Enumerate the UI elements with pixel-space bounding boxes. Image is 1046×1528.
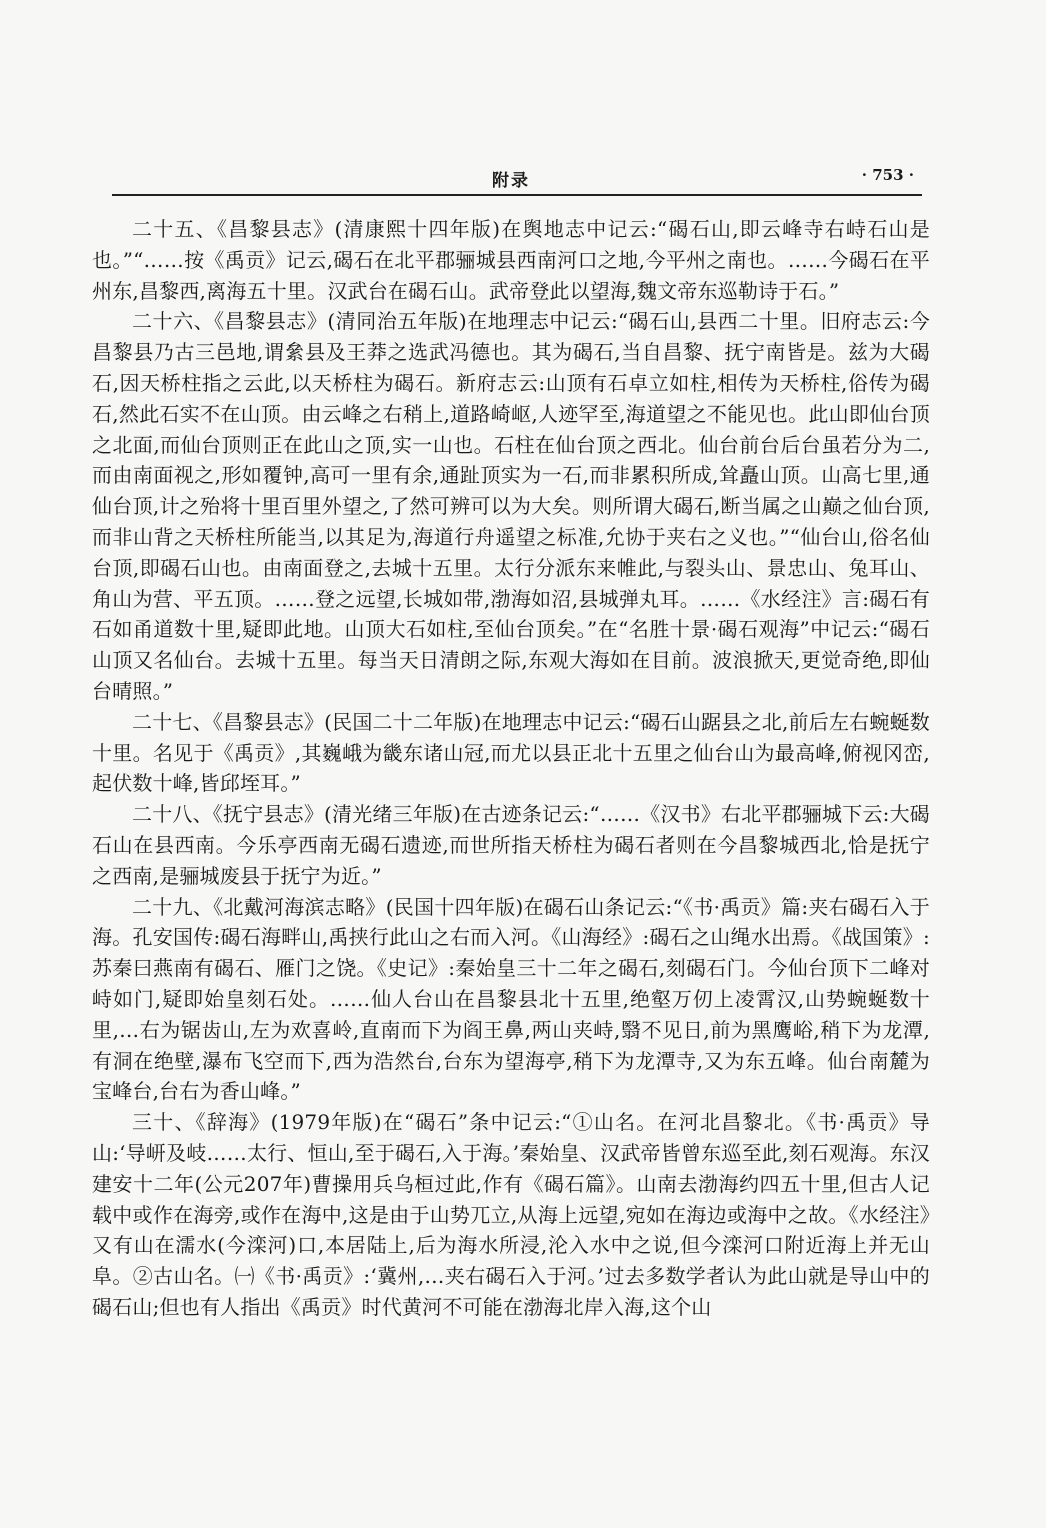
paragraph-27: 二十七、《昌黎县志》(民国二十二年版)在地理志中记云:“碣石山踞县之北,前后左右蜿蜒数十里。名见于《禹贡》,其巍峨为畿东诸山冠,而尤以县正北十五里之仙台山为最高峰,俯视冈峦,起伏数十峰,皆邱垤耳。” bbox=[92, 709, 930, 796]
page-number: · 753 · bbox=[861, 166, 914, 184]
paragraph-29: 二十九、《北戴河海滨志略》(民国十四年版)在碣石山条记云:“《书·禹贡》篇:夹右碣石入于海。孔安国传:碣石海畔山,禹挟行此山之右而入河。《山海经》:碣石之山绳水出焉。《战国策》:苏秦曰燕南有碣石、雁门之饶。《史记》:秦始皇三十二年之碣石,刻碣石门。今仙台顶下二峰对峙如门,疑即始皇刻石处。……仙人台山在昌黎县北十五里,绝壑万仞上凌霄汉,山势蜿蜒数十里,…右为锯齿山,左为欢喜岭,直南而下为阎王鼻,两山夹峙,翳不见日,前为黑鹰峪,稍下为龙潭,有洞在绝壁,瀑布飞空而下,西为浩然台,台东为望海亭,稍下为龙潭寺,又为东五峰。仙台南麓为宝峰台,台右为香山峰。” bbox=[92, 894, 930, 1104]
header-title: 附录 bbox=[492, 171, 530, 191]
paragraph-28: 二十八、《抚宁县志》(清光绪三年版)在古迹条记云:“……《汉书》右北平郡骊城下云:大碣石山在县西南。今乐亭西南无碣石遗迹,而世所指天桥柱为碣石者则在今昌黎城西北,恰是抚宁之西南,是骊城废县于抚宁为近。” bbox=[92, 802, 930, 888]
running-header bbox=[112, 160, 922, 196]
page-body bbox=[92, 214, 930, 1323]
paragraph-25: 二十五、《昌黎县志》(清康熙十四年版)在舆地志中记云:“碣石山,即云峰寺右峙石山是也。”“……按《禹贡》记云,碣石在北平郡骊城县西南河口之地,今平州之南也。……今碣石在平州东,昌黎西,离海五十里。汉武台在碣石山。武帝登此以望海,魏文帝东巡勒诗于石。” bbox=[92, 217, 930, 303]
paragraph-30: 三十、《辞海》(1979年版)在“碣石”条中记云:“①山名。在河北昌黎北。《书·禹贡》导山:‘导岍及岐……太行、恒山,至于碣石,入于海。’秦始皇、汉武帝皆曾东巡至此,刻石观海。东汉建安十二年(公元207年)曹操用兵乌桓过此,作有《碣石篇》。山南去渤海约四五十里,但古人记载中或作在海旁,或作在海中,这是由于山势兀立,从海上远望,宛如在海边或海中之故。《水经注》又有山在濡水(今滦河)口,本居陆上,后为海水所浸,沦入水中之说,但今滦河口附近海上并无山阜。②古山名。㈠《书·禹贡》:‘冀州,…夹右碣石入于河。’过去多数学者认为此山就是导山中的碣石山;但也有人指出《禹贡》时代黄河不可能在渤海北岸入海,这个山 bbox=[92, 1110, 930, 1319]
paragraph-26: 二十六、《昌黎县志》(清同治五年版)在地理志中记云:“碣石山,县西二十里。旧府志云:今昌黎县乃古三邑地,谓絫县及王莽之选武冯德也。其为碣石,当自昌黎、抚宁南皆是。兹为大碣石,因天桥柱指之云此,以天桥柱为碣石。新府志云:山顶有石卓立如柱,相传为天桥柱,俗传为碣石,然此石实不在山顶。由云峰之右稍上,道路崎岖,人迹罕至,海道望之不能见也。此山即仙台顶之北面,而仙台顶则正在此山之顶,实一山也。石柱在仙台顶之西北。仙台前台后台虽若分为二,而由南面视之,形如覆钟,高可一里有余,通趾顶实为一石,而非累积所成,耸矗山顶。山高七里,通仙台顶,计之殆将十里百里外望之,了然可辨可以为大矣。则所谓大碣石,断当属之山巅之仙台顶,而非山背之天桥柱所能当,以其足为,海道行舟遥望之标准,允协于夹右之义也。”“仙台山,俗名仙台顶,即碣石山也。由南面登之,去城十五里。太行分派东来帷此,与裂头山、景忠山、兔耳山、角山为营、平五顶。……登之远望,长城如带,渤海如沼,县城弹丸耳。……《水经注》言:碣石有石如甬道数十里,疑即此地。山顶大石如柱,至仙台顶矣。”在“名胜十景·碣石观海”中记云:“碣石山顶又名仙台。去城十五里。每当天日清朗之际,东观大海如在目前。波浪掀天,更觉奇绝,即仙台晴照。” bbox=[92, 309, 930, 703]
